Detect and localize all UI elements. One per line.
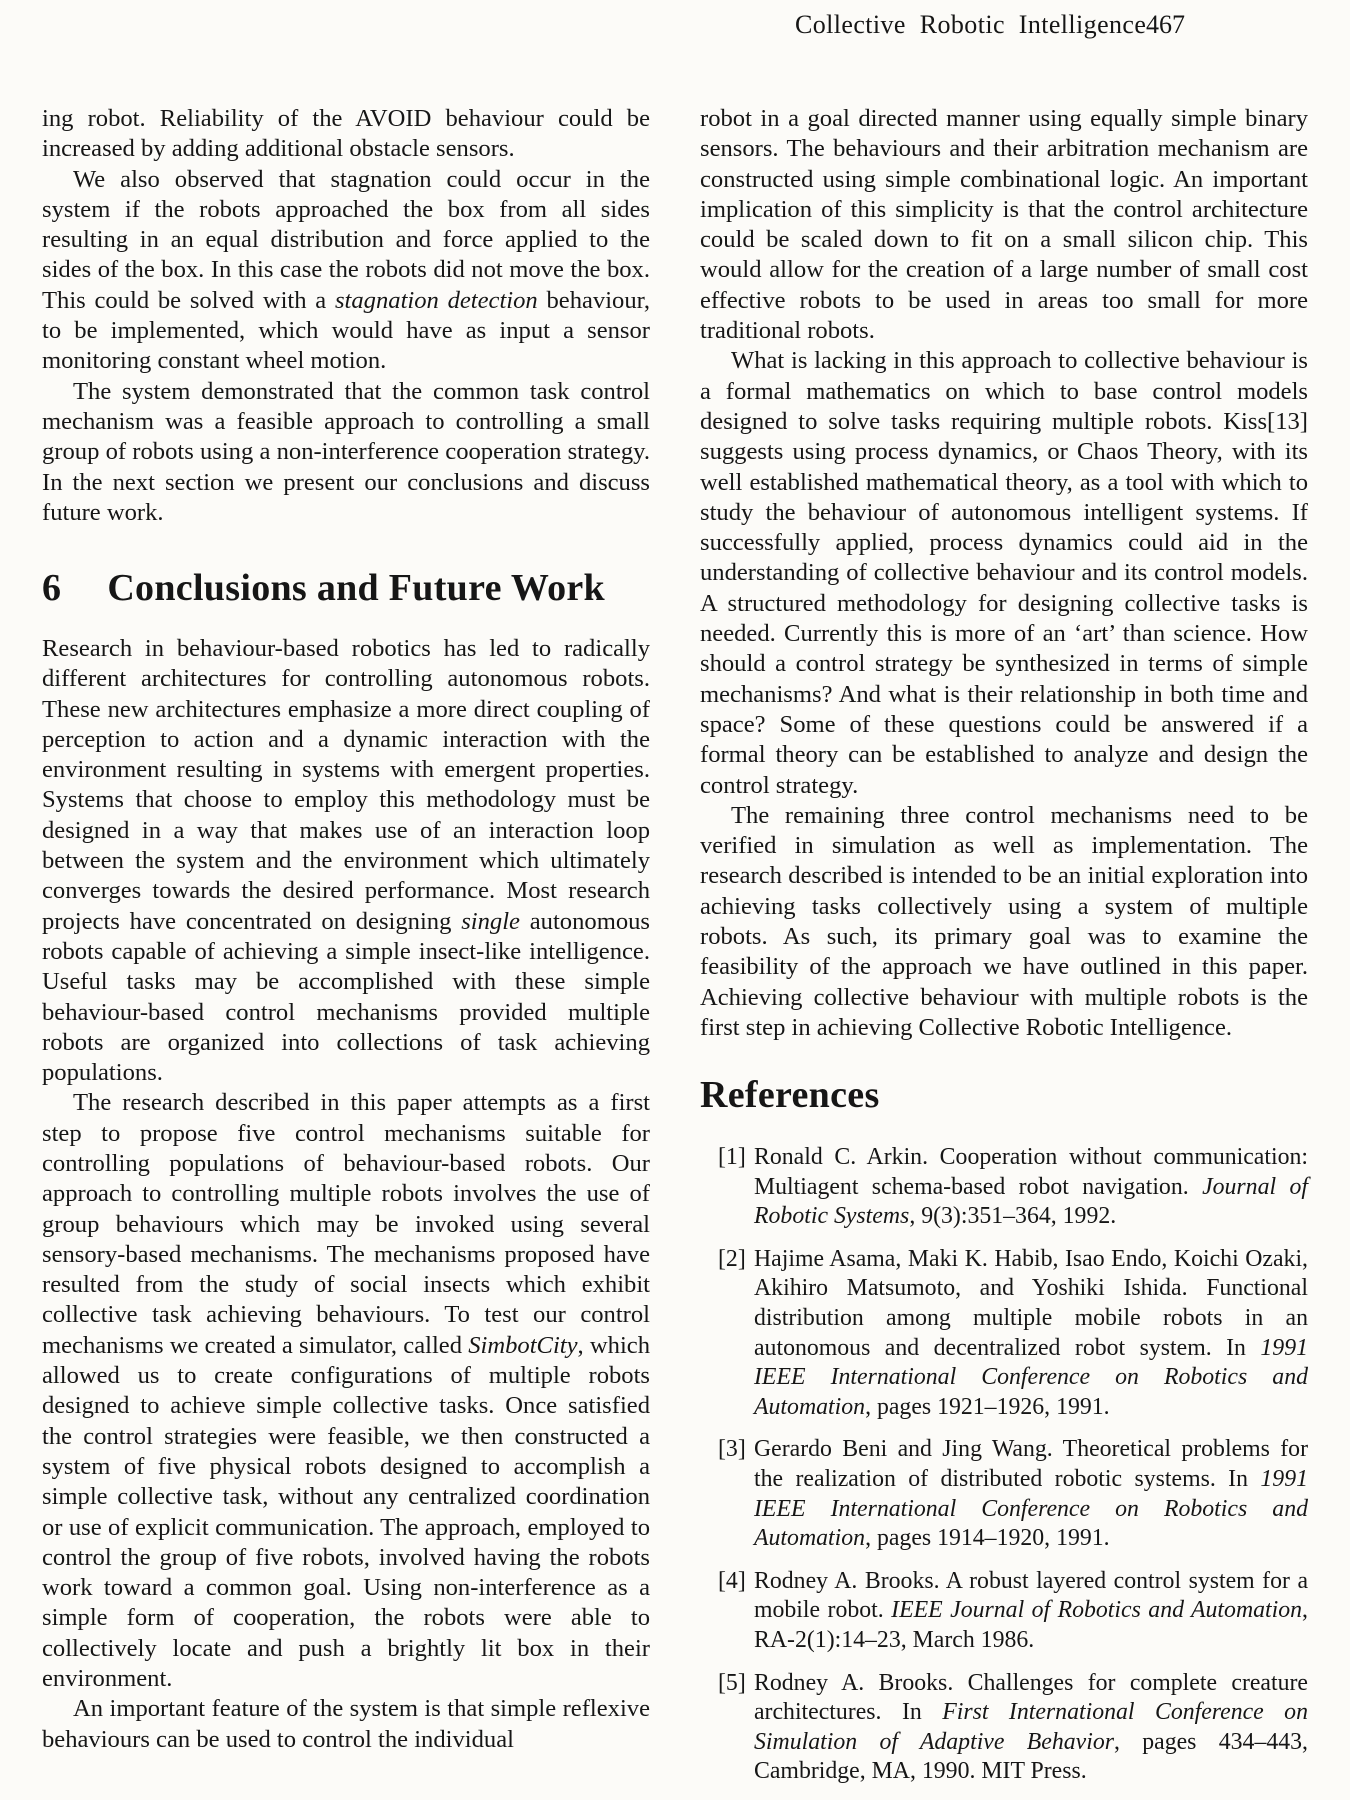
reference-venue: Journal of Robotic Systems [754,1173,1308,1230]
reference-label: [5] [718,1669,746,1696]
reference-text [754,1567,1308,1656]
italic-phrase: SimbotCity [468,1331,578,1359]
reference-label: [4] [718,1567,746,1594]
reference-venue: 1991 IEEE International Conference on Robotics and Automation [754,1334,1308,1420]
reference-item [700,1567,1308,1656]
reference-text [754,1245,1308,1423]
paragraph-text: autonomous robots capable of achieving a simple insect-like intelligence. Useful tasks may be accomplished with these simple behaviour-based control mechanisms provided multiple robots are organized into collections of task achieving populations. [42,907,650,1087]
paragraph-text: An important feature of the system is that simple reflexive behaviours can be used to control the individual [42,1695,650,1753]
reference-item [700,1245,1308,1423]
running-title: Collective Robotic Intelligence [795,10,1147,39]
reference-item [700,1143,1308,1232]
reference-text [754,1143,1308,1232]
right-column [700,104,1308,1800]
reference-text-plain: Hajime Asama, Maki K. Habib, Isao Endo, Koichi Ozaki, Akihiro Matsumoto, and Yoshiki Ishida. Functional distribution among multiple mobile robots in an autonomous and decentralized robot system. In [754,1245,1308,1361]
reference-text-plain: Rodney A. Brooks. Challenges for complete creature architectures. In [754,1669,1308,1726]
paragraph-text: The remaining three control mechanisms need to be verified in simulation as well as implementation. The research described is intended to be an initial exploration into achieving tasks collectively using a system of multiple robots. As such, its primary goal was to examine the feasibility of the approach we have outlined in this paper. Achieving collective behaviour with multiple robots is the first step in achieving Collective Robotic Intelligence. [700,801,1308,1041]
reference-item [700,1435,1308,1553]
paragraph-text: The research described in this paper attempts as a first step to propose five control mechanisms suitable for controlling populations of behaviour-based robots. Our approach to controlling multiple robots involves the use of group behaviours which may be invoked using several sensory-based mechanisms. The mechanisms proposed have resulted from the study of social insects which exhibit collective task achieving behaviours. To test our control mechanisms we created a simulator, called [42,1089,650,1359]
reference-label: [3] [718,1436,746,1463]
reference-text-plain: Rodney A. Brooks. A robust layered control system for a mobile robot. [754,1567,1308,1624]
reference-text-plain: , pages 434–443, Cambridge, MA, 1990. MIT Press. [754,1728,1308,1785]
references-heading: References [700,1074,880,1117]
section-heading-conclusions [42,568,650,610]
reference-text [754,1435,1308,1553]
paragraph-what-is-lacking [700,346,1308,800]
paragraph-stagnation [42,165,650,377]
paragraph-text: ing robot. Reliability of the AVOID behaviour could be increased by adding additional obstacle sensors. [42,105,650,163]
reference-label: [2] [718,1245,746,1272]
paragraph-text: The system demonstrated that the common task control mechanism was a feasible approach to controlling a small group of robots using a non-interference cooperation strategy. In the next section we present our conclusions and discuss future work. [42,377,650,526]
reference-text-plain: , pages 1921–1926, 1991. [865,1393,1110,1420]
reference-venue: IEEE Journal of Robotics and Automation [891,1597,1303,1624]
reference-label: [1] [718,1144,746,1170]
italic-phrase: single [461,907,520,935]
paragraph-important-feature [42,1694,650,1755]
paragraph-text: behaviour, to be implemented, which would have as input a sensor monitoring constant wheel motion. [42,286,650,375]
paragraph-text: Research in behaviour-based robotics has led to radically different architectures for controlling autonomous robots. These new architectures emphasize a more direct coupling of perception to action and a dynamic interaction with the environment resulting in systems with emergent properties. Systems that choose to employ this methodology must be designed in a way that makes use of an interaction loop between the system and the environment which ultimately converges towards the desired performance. Most research projects have concentrated on designing [42,634,650,935]
paragraph-five-mechanisms [42,1088,650,1694]
section-title: Conclusions and Future Work [107,567,605,610]
reference-venue: First International Conference on Simulation of Adaptive Behavior [754,1699,1308,1755]
paragraph-system-demonstrated [42,377,650,528]
reference-text-plain: , pages 1914–1920, 1991. [865,1525,1110,1552]
reference-item [700,1669,1308,1787]
left-column [42,104,650,1755]
page-number: 467 [1146,10,1185,39]
reference-text-plain: Ronald C. Arkin. Cooperation without communication: Multiagent schema-based robot navigation. [754,1144,1308,1200]
paragraph-research [42,634,650,1088]
reference-text [754,1669,1308,1787]
paragraph-continuation [42,104,650,165]
italic-phrase: stagnation detection [334,286,538,314]
paragraph-text: , which allowed us to create configurations of multiple robots designed to achieve simple collective tasks. Once satisfied the control strategies were feasible, we then constructed a system of five physical robots designed to accomplish a simple collective task, without any centralized coordination or use of explicit communication. The approach, employed to control the group of five robots, involved having the robots work toward a common goal. Using non-interference as a simple form of cooperation, the robots were able to collectively locate and push a brightly lit box in their environment. [42,1331,650,1693]
paragraph-text: What is lacking in this approach to collective behaviour is a formal mathematics on which to base control models designed to solve tasks requiring multiple robots. Kiss[13] suggests using process dynamics, or Chaos Theory, with its well established mathematical theory, as a tool with which to study the behaviour of autonomous intelligent systems. If successfully applied, process dynamics could aid in the understanding of collective behaviour and its control models. A structured methodology for designing collective tasks is needed. Currently this is more of an ‘art’ than science. How should a control strategy be synthesized in terms of simple mechanisms? And what is their relationship in both time and space? Some of these questions could be answered if a formal theory can be established to analyze and design the control strategy. [700,347,1308,799]
paragraph-text: robot in a goal directed manner using equally simple binary sensors. The behaviours and their arbitration mechanism are constructed using simple combinational logic. An important implication of this simplicity is that the control architecture could be scaled down to fit on a small silicon chip. This would allow for the creation of a large number of small cost effective robots to be used in areas too small for more traditional robots. [700,105,1308,345]
reference-text-plain: Gerardo Beni and Jing Wang. Theoretical problems for the realization of distributed robotic systems. In [754,1436,1308,1492]
reference-text-plain: , 9(3):351–364, 1992. [909,1203,1117,1230]
paragraph-text: We also observed that stagnation could occur in the system if the robots approached the box from all sides resulting in an equal distribution and force applied to the sides of the box. In this case the robots did not move the box. This could be solved with a [42,165,650,314]
reference-venue: 1991 IEEE International Conference on Robotics and Automation [754,1465,1308,1552]
paragraph-continuation [700,104,1308,346]
paragraph-remaining-mechanisms [700,801,1308,1043]
reference-text-plain: , RA-2(1):14–23, March 1986. [754,1597,1308,1653]
section-number: 6 [42,567,62,610]
